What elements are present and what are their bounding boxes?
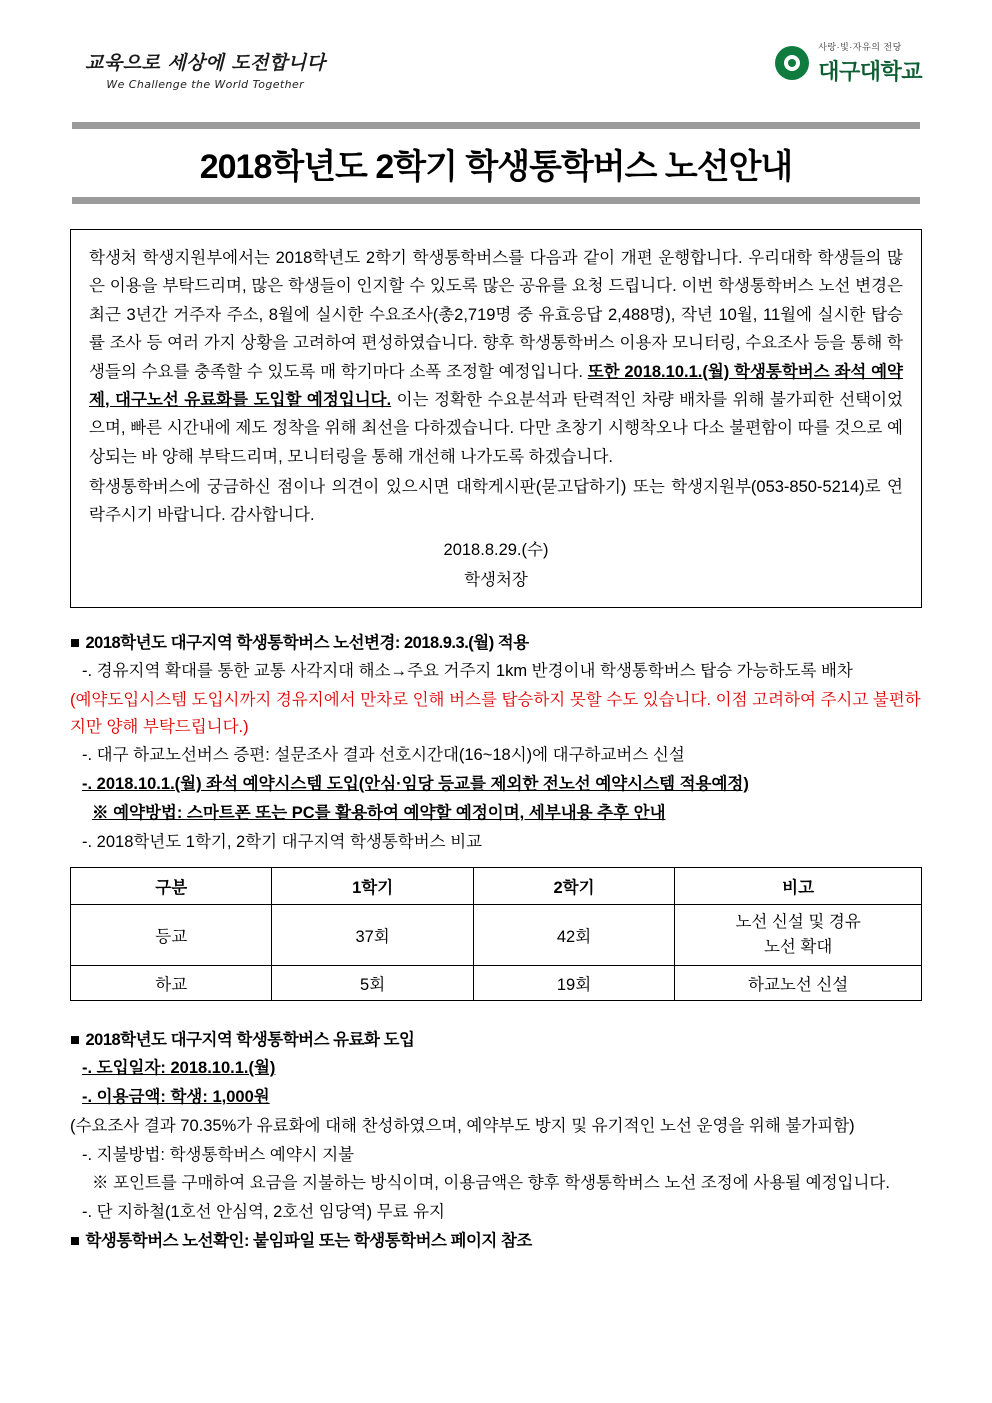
intro-text-b: 이는 정확한 수요분석과 탄력적인 차량 배차를 위해 불가피한 선택이었으며, 빠른 시간내에 제도 정착을 위해 최선을 다하겠습니다. 다만 초창기 시행착오나 다소 불편함이 따를 것으로 예상되는 바 양해 부탁드리며, 모니터링을 통해 개선해 나가도록 하겠습니다. xyxy=(89,390,903,466)
table-header-cell: 구분 xyxy=(71,868,272,905)
page-title: 2018학년도 2학기 학생통학버스 노선안내 xyxy=(199,148,793,186)
table-cell: 등교 xyxy=(71,905,272,966)
table-cell: 42회 xyxy=(473,905,674,966)
section2-heading-text: 2018학년도 대구지역 학생통학버스 유료화 도입 xyxy=(85,1030,415,1049)
section2-note: (수요조사 결과 70.35%가 유료화에 대해 찬성하였으며, 예약부도 방지 및 유기적인 노선 운영을 위해 불가피함) xyxy=(70,1116,855,1135)
table-cell: 5회 xyxy=(272,965,473,1000)
section2-item-4: ※ 포인트를 구매하여 요금을 지불하는 방식이며, 이용금액은 향후 학생통학버스 노선 조정에 사용될 예정입니다. xyxy=(92,1174,890,1193)
section1-item-3: -. 2018.10.1.(월) 좌석 예약시스템 도입(안심·임당 등교를 제외한 전노선 예약시스템 적용예정) xyxy=(82,775,749,794)
section-route-change xyxy=(70,630,922,856)
table-header-cell: 비고 xyxy=(675,868,922,905)
section1-item-1: -. 경유지역 확대를 통한 교통 사각지대 해소→주요 거주지 1km 반경이내 학생통학버스 탑승 가능하도록 배차 xyxy=(82,662,853,681)
table-row xyxy=(71,965,922,1000)
bullet-square-icon: ■ xyxy=(70,1231,80,1250)
bullet-square-icon: ■ xyxy=(70,633,80,652)
section2-item-5: -. 단 지하철(1호선 안심역, 2호선 임당역) 무료 유지 xyxy=(82,1203,445,1222)
section1-item-2: -. 대구 하교노선버스 증편: 설문조사 결과 선호시간대(16~18시)에 대구하교버스 신설 xyxy=(82,746,685,765)
slogan-english: We Challenge the World Together xyxy=(106,78,305,91)
university-emblem-icon xyxy=(775,46,809,80)
table-header-cell: 2학기 xyxy=(473,868,674,905)
section2-item-2: -. 이용금액: 학생: 1,000원 xyxy=(82,1088,270,1107)
section1-item-5: -. 2018학년도 1학기, 2학기 대구지역 학생통학버스 비교 xyxy=(82,832,483,851)
intro-date: 2018.8.29.(수) xyxy=(443,540,549,559)
section1-item-4: ※ 예약방법: 스마트폰 또는 PC를 활용하여 예약할 예정이며, 세부내용 추후 안내 xyxy=(92,803,666,822)
section1-heading xyxy=(70,630,922,657)
table-header-row xyxy=(71,868,922,905)
section2-heading xyxy=(70,1027,922,1054)
university-tagline: 사랑·빛·자유의 전당 xyxy=(818,42,902,52)
university-logo-text xyxy=(818,40,922,86)
table-row xyxy=(71,905,922,966)
section2-item-3: -. 지불방법: 학생통학버스 예약시 지불 xyxy=(82,1145,355,1164)
intro-paragraph-1 xyxy=(89,244,903,471)
comparison-table xyxy=(70,867,922,1001)
table-cell: 하교노선 신설 xyxy=(675,965,922,1000)
section1-heading-text: 2018학년도 대구지역 학생통학버스 노선변경: 2018.9.3.(월) 적용 xyxy=(85,633,529,652)
intro-emphasis: 또한 2018.10.1.(월) 학생통학버스 좌석 예약제, 대구노선 유료화를 도입할 예정입니다. xyxy=(89,362,903,409)
table-header-cell: 1학기 xyxy=(272,868,473,905)
table-cell: 19회 xyxy=(473,965,674,1000)
section-fare xyxy=(70,1027,922,1255)
intro-paragraph-2: 학생통학버스에 궁금하신 점이나 의견이 있으시면 대학게시판(묻고답하기) 또는 학생지원부(053-850-5214)로 연락주시기 바랍니다. 감사합니다. xyxy=(89,478,903,525)
title-rule-top xyxy=(72,122,920,129)
university-name: 대구대학교 xyxy=(818,59,922,84)
table-cell: 노선 신설 및 경유 노선 확대 xyxy=(675,905,922,966)
title-rule-bottom xyxy=(72,197,920,204)
intro-signer: 학생처장 xyxy=(464,571,528,590)
intro-text-a: 학생처 학생지원부에서는 2018학년도 2학기 학생통학버스를 다음과 같이 개편 운행합니다. 우리대학 학생들의 많은 이용을 부탁드리며, 많은 학생들이 인지할 수 있도록 많은 공유를 요청 드립니다. 이번 학생통학버스 노선 변경은 최근 3년간 거주자 주소, 8월에 실시한 수요조사(총2,719명 중 유효응답 2,488명), 작년 10월, 11월에 실시한 탑승률 조사 등 여러 가지 상황을 고려하여 편성하였습니다. 향후 학생통학버스 이용자 모니터링, 수요조사 등을 통해 학생들의 수요를 충족할 수 있도록 매 학기마다 소폭 조정할 예정입니다. xyxy=(89,249,903,381)
document-header xyxy=(60,30,932,108)
table-cell: 하교 xyxy=(71,965,272,1000)
slogan-korean: 교육으로 세상에 도전합니다 xyxy=(85,52,326,74)
table-cell: 37회 xyxy=(272,905,473,966)
title-block xyxy=(60,122,932,204)
intro-box xyxy=(70,229,922,608)
slogan-logo xyxy=(85,48,325,91)
section3-heading xyxy=(70,1228,922,1255)
university-logo xyxy=(775,40,922,86)
section3-heading-text: 학생통학버스 노선확인: 붙임파일 또는 학생통학버스 페이지 참조 xyxy=(85,1231,532,1250)
section1-red-notice: (예약도입시스템 도입시까지 경유지에서 만차로 인해 버스를 탑승하지 못할 수도 있습니다. 이점 고려하여 주시고 불편하지만 양해 부탁드립니다.) xyxy=(70,690,921,736)
bullet-square-icon: ■ xyxy=(70,1030,80,1049)
section2-item-1: -. 도입일자: 2018.10.1.(월) xyxy=(82,1059,276,1078)
